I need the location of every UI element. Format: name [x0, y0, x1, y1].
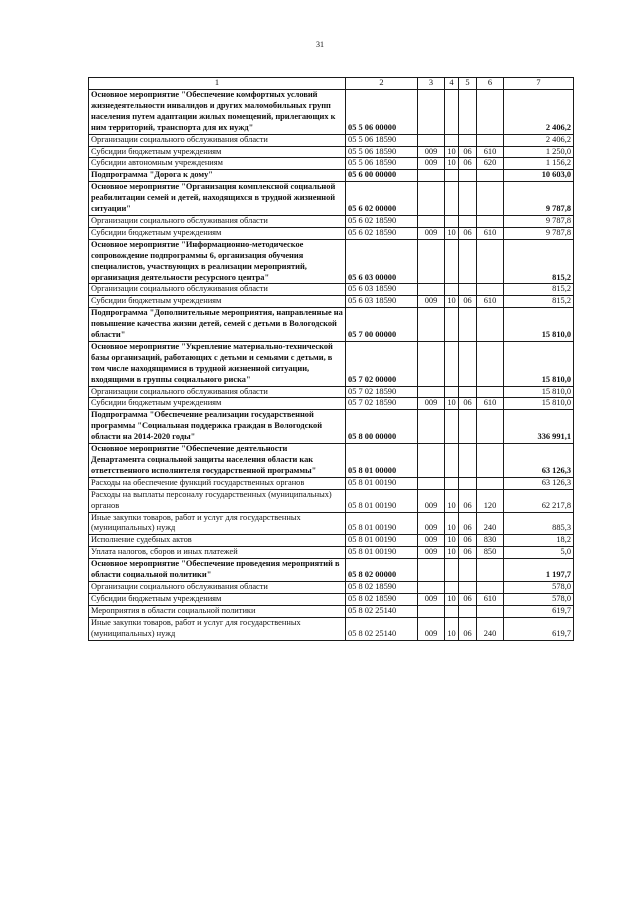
row-amount: 15 810,0 — [504, 341, 574, 386]
row-admin-code — [418, 410, 445, 444]
row-code: 05 6 00 00000 — [346, 170, 418, 182]
row-expense-type: 120 — [477, 489, 504, 512]
row-section — [445, 559, 459, 582]
table-row — [89, 170, 574, 182]
row-subsection — [459, 182, 477, 216]
row-name: Исполнение судебных актов — [89, 535, 346, 547]
row-amount: 15 810,0 — [504, 308, 574, 342]
row-admin-code — [418, 308, 445, 342]
table-row — [89, 146, 574, 158]
row-name: Основное мероприятие "Информационно-методическое сопровождение подпрограммы 6, организация обучения специалистов, участвующих в реализации мероприятий, организация деятельности ресурсного центра" — [89, 239, 346, 284]
table-row — [89, 90, 574, 135]
row-section: 10 — [445, 296, 459, 308]
row-subsection — [459, 341, 477, 386]
row-expense-type — [477, 134, 504, 146]
row-admin-code — [418, 239, 445, 284]
row-code: 05 7 00 00000 — [346, 308, 418, 342]
row-expense-type — [477, 170, 504, 182]
row-code: 05 8 01 00190 — [346, 489, 418, 512]
row-expense-type — [477, 215, 504, 227]
table-row — [89, 296, 574, 308]
table-row — [89, 227, 574, 239]
row-amount: 815,2 — [504, 284, 574, 296]
row-section — [445, 444, 459, 478]
row-section: 10 — [445, 593, 459, 605]
row-amount: 9 787,8 — [504, 215, 574, 227]
budget-table — [88, 77, 574, 641]
page-number: 31 — [316, 40, 324, 49]
table-row — [89, 512, 574, 535]
row-admin-code: 009 — [418, 489, 445, 512]
row-admin-code — [418, 386, 445, 398]
row-code: 05 6 03 18590 — [346, 284, 418, 296]
row-section: 10 — [445, 146, 459, 158]
row-name: Субсидии бюджетным учреждениям — [89, 398, 346, 410]
table-row — [89, 386, 574, 398]
row-amount: 18,2 — [504, 535, 574, 547]
row-expense-type: 620 — [477, 158, 504, 170]
row-code: 05 6 03 00000 — [346, 239, 418, 284]
row-subsection — [459, 170, 477, 182]
row-admin-code — [418, 215, 445, 227]
row-subsection — [459, 581, 477, 593]
row-section — [445, 477, 459, 489]
row-code: 05 5 06 18590 — [346, 146, 418, 158]
row-subsection: 06 — [459, 535, 477, 547]
row-admin-code: 009 — [418, 547, 445, 559]
row-name: Подпрограмма "Дорога к дому" — [89, 170, 346, 182]
row-amount: 619,7 — [504, 617, 574, 640]
row-name: Организации социального обслуживания области — [89, 581, 346, 593]
row-amount: 2 406,2 — [504, 90, 574, 135]
table-row — [89, 341, 574, 386]
row-subsection: 06 — [459, 512, 477, 535]
row-code: 05 7 02 18590 — [346, 386, 418, 398]
row-subsection — [459, 134, 477, 146]
row-amount: 63 126,3 — [504, 444, 574, 478]
row-subsection: 06 — [459, 146, 477, 158]
table-row — [89, 284, 574, 296]
row-code: 05 6 02 00000 — [346, 182, 418, 216]
row-name: Основное мероприятие "Укрепление материально-технической базы организаций, работающих с детьми и семьями с детьми, в том числе находящимися в трудной жизненной ситуации, входящими в группы социального риска" — [89, 341, 346, 386]
table-row — [89, 134, 574, 146]
row-expense-type — [477, 410, 504, 444]
table-row — [89, 182, 574, 216]
table-row — [89, 444, 574, 478]
row-section — [445, 182, 459, 216]
row-subsection — [459, 410, 477, 444]
row-subsection: 06 — [459, 158, 477, 170]
row-code: 05 8 01 00190 — [346, 512, 418, 535]
row-admin-code: 009 — [418, 617, 445, 640]
row-name: Уплата налогов, сборов и иных платежей — [89, 547, 346, 559]
row-name: Основное мероприятие "Обеспечение комфортных условий жизнедеятельности инвалидов и других маломобильных групп населения путем адаптации жилых помещений, прилегающих к ним территорий, транспорта для их нужд" — [89, 90, 346, 135]
table-row — [89, 581, 574, 593]
row-admin-code — [418, 605, 445, 617]
row-amount: 1 250,0 — [504, 146, 574, 158]
row-expense-type — [477, 559, 504, 582]
table-row — [89, 535, 574, 547]
row-expense-type — [477, 284, 504, 296]
table-row — [89, 489, 574, 512]
header-cell-2: 2 — [346, 78, 418, 90]
row-name: Субсидии бюджетным учреждениям — [89, 227, 346, 239]
row-amount: 1 156,2 — [504, 158, 574, 170]
row-name: Субсидии автономным учреждениям — [89, 158, 346, 170]
row-name: Организации социального обслуживания области — [89, 215, 346, 227]
row-subsection: 06 — [459, 547, 477, 559]
table-row — [89, 605, 574, 617]
row-subsection — [459, 605, 477, 617]
row-admin-code: 009 — [418, 296, 445, 308]
table-row — [89, 617, 574, 640]
row-expense-type — [477, 605, 504, 617]
row-code: 05 5 06 18590 — [346, 158, 418, 170]
row-section — [445, 386, 459, 398]
row-amount: 9 787,8 — [504, 227, 574, 239]
row-code: 05 5 06 00000 — [346, 90, 418, 135]
row-expense-type — [477, 239, 504, 284]
row-name: Субсидии бюджетным учреждениям — [89, 296, 346, 308]
row-code: 05 7 02 00000 — [346, 341, 418, 386]
row-name: Организации социального обслуживания области — [89, 386, 346, 398]
row-subsection — [459, 284, 477, 296]
row-code: 05 6 03 18590 — [346, 296, 418, 308]
table-row — [89, 559, 574, 582]
row-amount: 62 217,8 — [504, 489, 574, 512]
row-expense-type: 610 — [477, 296, 504, 308]
row-amount: 15 810,0 — [504, 386, 574, 398]
header-cell-5: 5 — [459, 78, 477, 90]
row-code: 05 8 01 00000 — [346, 444, 418, 478]
row-code: 05 6 02 18590 — [346, 227, 418, 239]
row-code: 05 8 01 00190 — [346, 547, 418, 559]
table-row — [89, 398, 574, 410]
row-admin-code: 009 — [418, 535, 445, 547]
row-expense-type: 850 — [477, 547, 504, 559]
row-subsection: 06 — [459, 398, 477, 410]
row-subsection — [459, 90, 477, 135]
row-code: 05 8 02 18590 — [346, 581, 418, 593]
row-code: 05 8 02 18590 — [346, 593, 418, 605]
row-admin-code: 009 — [418, 227, 445, 239]
row-name: Расходы на обеспечение функций государственных органов — [89, 477, 346, 489]
table-row — [89, 593, 574, 605]
row-expense-type: 240 — [477, 617, 504, 640]
row-subsection — [459, 386, 477, 398]
row-name: Организации социального обслуживания области — [89, 284, 346, 296]
row-subsection: 06 — [459, 227, 477, 239]
row-section: 10 — [445, 512, 459, 535]
row-code: 05 8 01 00190 — [346, 477, 418, 489]
row-admin-code — [418, 170, 445, 182]
row-admin-code — [418, 444, 445, 478]
row-expense-type — [477, 581, 504, 593]
row-name: Основное мероприятие "Организация комплексной социальной реабилитации семей и детей, находящихся в трудной жизненной ситуации" — [89, 182, 346, 216]
row-section — [445, 170, 459, 182]
table-header-row — [89, 78, 574, 90]
row-name: Иные закупки товаров, работ и услуг для государственных (муниципальных) нужд — [89, 512, 346, 535]
row-subsection: 06 — [459, 593, 477, 605]
row-expense-type: 610 — [477, 227, 504, 239]
row-section — [445, 134, 459, 146]
row-amount: 9 787,8 — [504, 182, 574, 216]
row-subsection: 06 — [459, 296, 477, 308]
row-admin-code: 009 — [418, 158, 445, 170]
header-cell-7: 7 — [504, 78, 574, 90]
row-expense-type: 610 — [477, 398, 504, 410]
row-subsection — [459, 559, 477, 582]
row-admin-code: 009 — [418, 146, 445, 158]
row-section — [445, 581, 459, 593]
row-subsection — [459, 308, 477, 342]
row-name: Мероприятия в области социальной политики — [89, 605, 346, 617]
table-row — [89, 410, 574, 444]
header-cell-3: 3 — [418, 78, 445, 90]
row-expense-type: 610 — [477, 146, 504, 158]
row-expense-type: 240 — [477, 512, 504, 535]
row-expense-type — [477, 444, 504, 478]
row-section: 10 — [445, 489, 459, 512]
row-code: 05 8 02 25140 — [346, 605, 418, 617]
row-amount: 815,2 — [504, 296, 574, 308]
row-name: Подпрограмма "Дополнительные мероприятия, направленные на повышение качества жизни детей, семей с детьми в Вологодской области" — [89, 308, 346, 342]
row-section — [445, 341, 459, 386]
row-expense-type — [477, 182, 504, 216]
row-admin-code — [418, 559, 445, 582]
row-admin-code: 009 — [418, 593, 445, 605]
row-section: 10 — [445, 617, 459, 640]
row-expense-type: 830 — [477, 535, 504, 547]
row-section — [445, 284, 459, 296]
table-row — [89, 308, 574, 342]
row-amount: 336 991,1 — [504, 410, 574, 444]
row-name: Субсидии бюджетным учреждениям — [89, 593, 346, 605]
row-expense-type — [477, 341, 504, 386]
table-row — [89, 239, 574, 284]
row-section: 10 — [445, 398, 459, 410]
row-code: 05 5 06 18590 — [346, 134, 418, 146]
row-code: 05 8 01 00190 — [346, 535, 418, 547]
row-name: Основное мероприятие "Обеспечение деятельности Департамента социальной защиты населения области как ответственного исполнителя государственной программы" — [89, 444, 346, 478]
row-code: 05 8 02 25140 — [346, 617, 418, 640]
row-expense-type — [477, 90, 504, 135]
row-admin-code — [418, 284, 445, 296]
row-name: Расходы на выплаты персоналу государственных (муниципальных) органов — [89, 489, 346, 512]
table-row — [89, 477, 574, 489]
row-amount: 10 603,0 — [504, 170, 574, 182]
row-section: 10 — [445, 158, 459, 170]
row-amount: 2 406,2 — [504, 134, 574, 146]
header-cell-6: 6 — [477, 78, 504, 90]
row-section — [445, 308, 459, 342]
row-subsection — [459, 215, 477, 227]
table-body — [89, 78, 574, 641]
row-code: 05 8 00 00000 — [346, 410, 418, 444]
row-expense-type — [477, 477, 504, 489]
row-subsection — [459, 477, 477, 489]
row-amount: 578,0 — [504, 593, 574, 605]
row-admin-code: 009 — [418, 398, 445, 410]
row-expense-type — [477, 308, 504, 342]
row-amount: 63 126,3 — [504, 477, 574, 489]
row-admin-code — [418, 581, 445, 593]
row-expense-type: 610 — [477, 593, 504, 605]
row-name: Основное мероприятие "Обеспечение проведения мероприятий в области социальной политики" — [89, 559, 346, 582]
row-section — [445, 239, 459, 284]
row-name: Субсидии бюджетным учреждениям — [89, 146, 346, 158]
row-name: Организации социального обслуживания области — [89, 134, 346, 146]
row-section — [445, 605, 459, 617]
row-admin-code — [418, 90, 445, 135]
row-section: 10 — [445, 227, 459, 239]
row-admin-code — [418, 477, 445, 489]
row-subsection: 06 — [459, 489, 477, 512]
row-section — [445, 90, 459, 135]
row-name: Иные закупки товаров, работ и услуг для государственных (муниципальных) нужд — [89, 617, 346, 640]
table-row — [89, 547, 574, 559]
header-cell-4: 4 — [445, 78, 459, 90]
row-subsection — [459, 444, 477, 478]
row-amount: 815,2 — [504, 239, 574, 284]
row-name: Подпрограмма "Обеспечение реализации государственной программы "Социальная поддержка граждан в Вологодской области на 2014-2020 годы" — [89, 410, 346, 444]
row-section: 10 — [445, 547, 459, 559]
row-expense-type — [477, 386, 504, 398]
row-code: 05 8 02 00000 — [346, 559, 418, 582]
row-amount: 5,0 — [504, 547, 574, 559]
row-admin-code — [418, 341, 445, 386]
table-row — [89, 215, 574, 227]
header-cell-1: 1 — [89, 78, 346, 90]
table-row — [89, 158, 574, 170]
row-admin-code: 009 — [418, 512, 445, 535]
row-admin-code — [418, 134, 445, 146]
row-amount: 619,7 — [504, 605, 574, 617]
row-section — [445, 215, 459, 227]
row-admin-code — [418, 182, 445, 216]
row-amount: 578,0 — [504, 581, 574, 593]
row-subsection — [459, 239, 477, 284]
row-section: 10 — [445, 535, 459, 547]
row-subsection: 06 — [459, 617, 477, 640]
row-code: 05 7 02 18590 — [346, 398, 418, 410]
row-code: 05 6 02 18590 — [346, 215, 418, 227]
row-amount: 1 197,7 — [504, 559, 574, 582]
row-amount: 885,3 — [504, 512, 574, 535]
row-section — [445, 410, 459, 444]
row-amount: 15 810,0 — [504, 398, 574, 410]
